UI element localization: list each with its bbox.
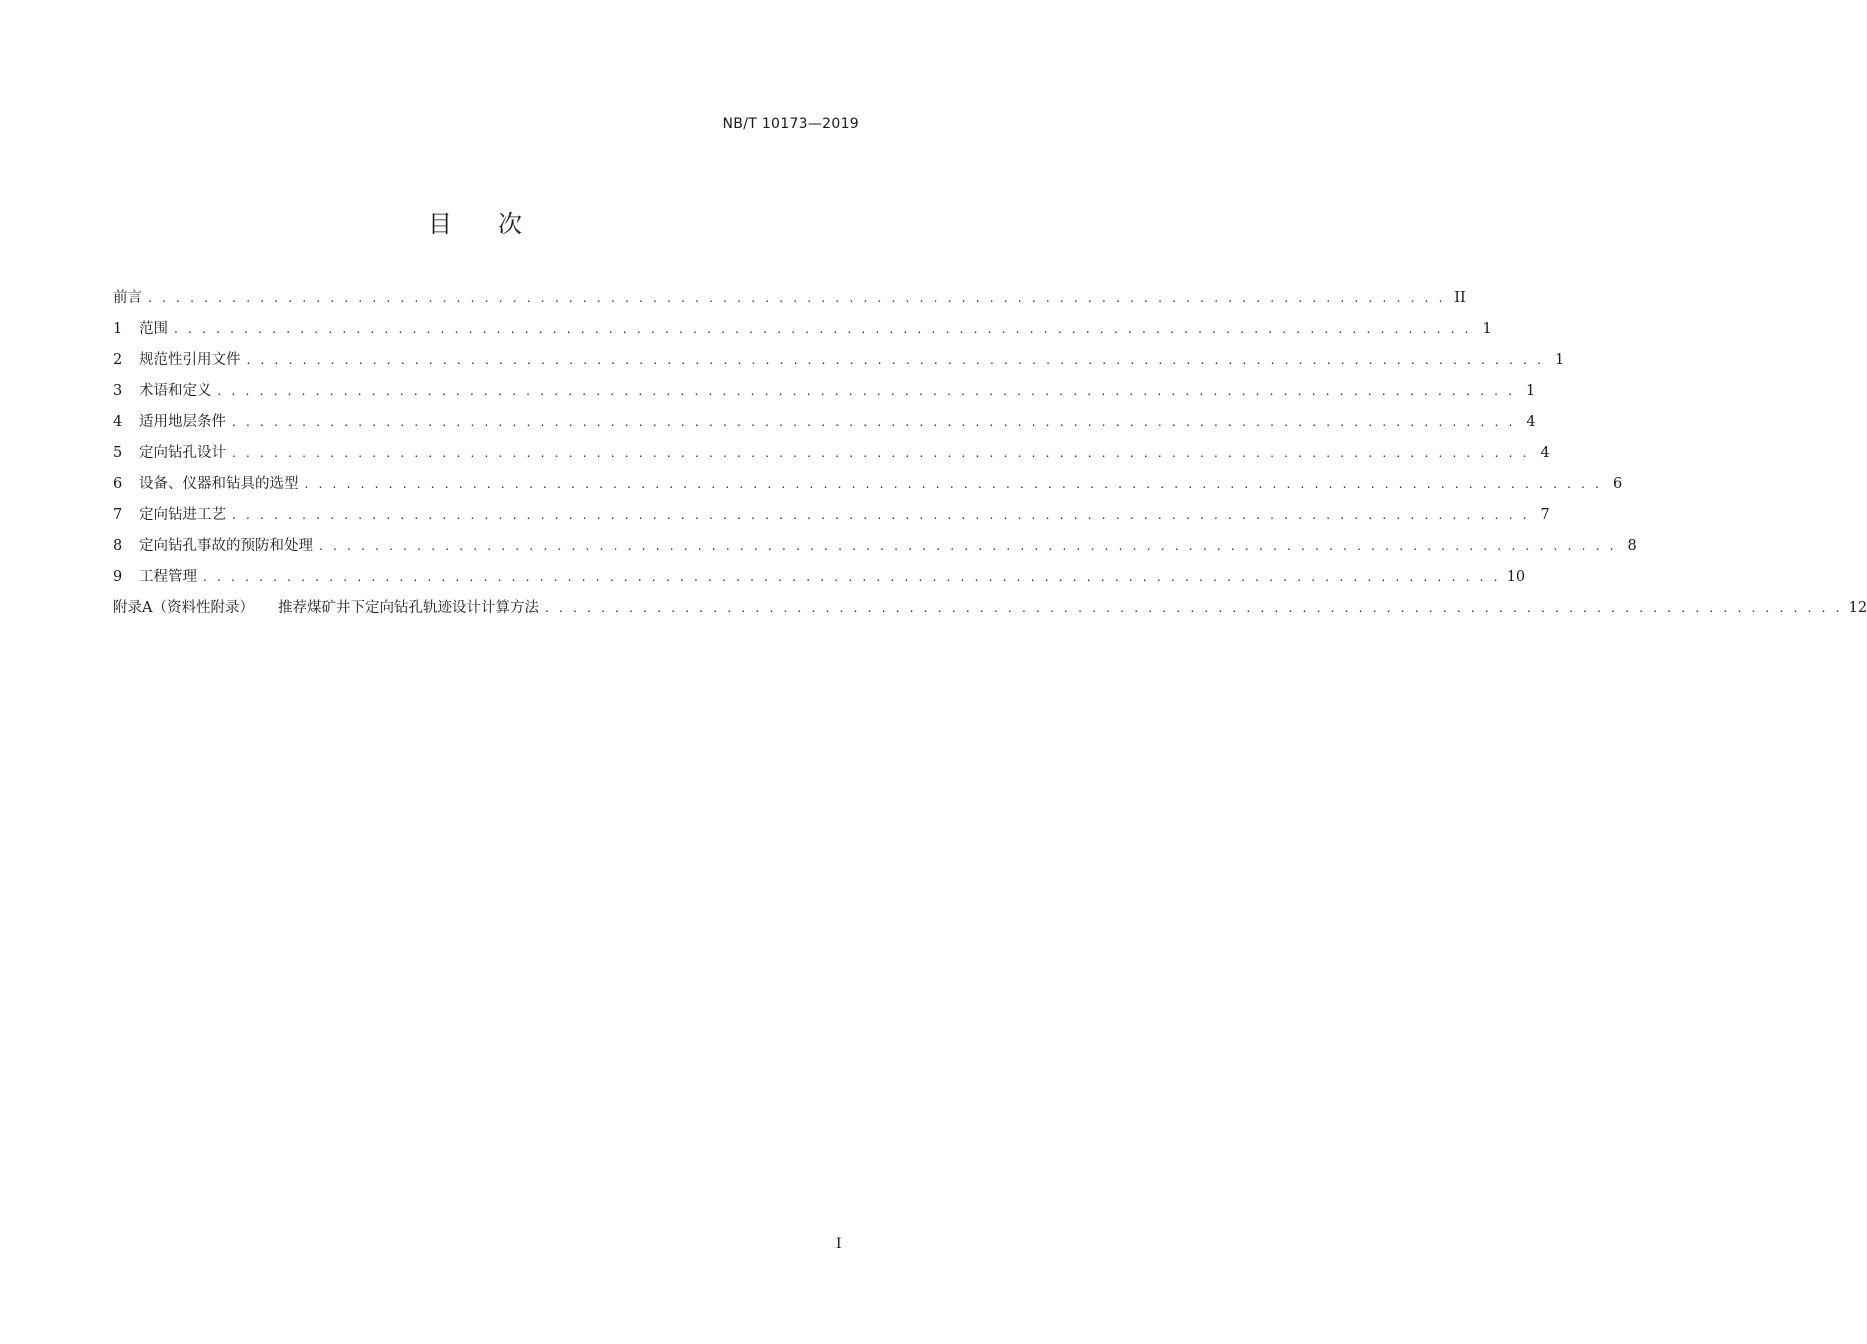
toc-leader-dots: . . . . . . . . . . . . . . . . . . . . . . . . . . . . . . . . . . . . . . . . . . . . . . . . . . . . . . . . . . . . . . . . . . . . . . . . . . . . . . . . . . . . . . . . . . . . . bbox=[232, 508, 1530, 522]
toc-entry-7[interactable] bbox=[113, 502, 1550, 533]
toc-entry-label: 设备、仪器和钻具的选型 bbox=[139, 476, 299, 492]
toc-list bbox=[113, 285, 1867, 626]
toc-entry-page: 6 bbox=[1612, 476, 1623, 492]
toc-entry-8[interactable] bbox=[113, 533, 1637, 564]
standard-code: NB/T 10173—2019 bbox=[722, 116, 859, 132]
toc-entry-number: 4 bbox=[113, 414, 123, 430]
toc-entry-4[interactable] bbox=[113, 409, 1536, 440]
toc-leader-dots: . . . . . . . . . . . . . . . . . . . . . . . . . . . . . . . . . . . . . . . . . . . . . . . . . . . . . . . . . . . . . . . . . . . . . . . . . . . . . . . . . . . . . . . . . . . . . bbox=[203, 570, 1501, 584]
toc-entry-page: 1 bbox=[1554, 352, 1565, 368]
toc-entry-page: 4 bbox=[1540, 445, 1550, 461]
toc-entry-number: 9 bbox=[113, 569, 123, 585]
toc-leader-dots: . . . . . . . . . . . . . . . . . . . . . . . . . . . . . . . . . . . . . . . . . . . . . . . . . . . . . . . . . . . . . . . . . . . . . . . . . . . . . . . . . . . . . . . . . . . . . bbox=[246, 353, 1545, 367]
toc-entry-1[interactable] bbox=[113, 316, 1492, 347]
toc-entry-number: 7 bbox=[113, 507, 123, 523]
toc-entry-label: 术语和定义 bbox=[139, 383, 212, 399]
toc-entry-label: 定向钻进工艺 bbox=[139, 507, 226, 523]
page-number: I bbox=[836, 1236, 842, 1252]
toc-entry-label: 定向钻孔事故的预防和处理 bbox=[139, 538, 313, 554]
toc-entry-label: 定向钻孔设计 bbox=[139, 445, 226, 461]
toc-entry-number: 5 bbox=[113, 445, 123, 461]
toc-leader-dots: . . . . . . . . . . . . . . . . . . . . . . . . . . . . . . . . . . . . . . . . . . . . . . . . . . . . . . . . . . . . . . . . . . . . . . . . . . . . . . . . . . . . . . . . . . . . . bbox=[319, 539, 1617, 553]
toc-entry-label bbox=[113, 595, 539, 621]
toc-entry-page: II bbox=[1454, 290, 1466, 306]
toc-entry-label: 工程管理 bbox=[139, 569, 197, 585]
toc-entry-3[interactable] bbox=[113, 378, 1536, 409]
toc-leader-dots: . . . . . . . . . . . . . . . . . . . . . . . . . . . . . . . . . . . . . . . . . . . . . . . . . . . . . . . . . . . . . . . . . . . . . . . . . . . . . . . . . . . . . . . . . . . . . bbox=[217, 384, 1516, 398]
toc-entry-page: 8 bbox=[1627, 538, 1637, 554]
toc-entry-page: 12 bbox=[1848, 600, 1867, 616]
toc-entry-appendix-a[interactable] bbox=[113, 595, 1867, 626]
toc-entry-5[interactable] bbox=[113, 440, 1550, 471]
toc-entry-number: 8 bbox=[113, 538, 123, 554]
toc-entry-label: 前言 bbox=[113, 290, 142, 306]
toc-leader-dots: . . . . . . . . . . . . . . . . . . . . . . . . . . . . . . . . . . . . . . . . . . . . . . . . . . . . . . . . . . . . . . . . . . . . . . . . . . . . . . . . . . . . . . . . . . . . bbox=[232, 415, 1516, 429]
toc-entry-page: 10 bbox=[1506, 569, 1526, 585]
toc-entry-label: 范围 bbox=[139, 321, 168, 337]
toc-entry-label: 规范性引用文件 bbox=[139, 352, 241, 368]
toc-leader-dots: . . . . . . . . . . . . . . . . . . . . . . . . . . . . . . . . . . . . . . . . . . . . . . . . . . . . . . . . . . . . . . . . . . . . . . . . . . . . . . . . . . . . . . . . . . . . . bbox=[174, 322, 1472, 336]
toc-title: 目次 bbox=[428, 210, 568, 238]
toc-entry-9[interactable] bbox=[113, 564, 1526, 595]
toc-entry-preface[interactable] bbox=[113, 285, 1466, 316]
toc-entry-number: 6 bbox=[113, 476, 123, 492]
toc-leader-dots: . . . . . . . . . . . . . . . . . . . . . . . . . . . . . . . . . . . . . . . . . . . . . . . . . . . . . . . . . . . . . . . . . . . . . . . . . . . . . . . . . . . . . . . . . . . . . bbox=[232, 446, 1530, 460]
toc-leader-dots: . . . . . . . . . . . . . . . . . . . . . . . . . . . . . . . . . . . . . . . . . . . . . . . . . . . . . . . . . . . . . . . . . . . . . . . . . . . . . . . . . . . . . . . . . . . . . bbox=[544, 601, 1843, 615]
toc-entry-page: 4 bbox=[1526, 414, 1536, 430]
appendix-title: 推荐煤矿井下定向钻孔轨迹设计计算方法 bbox=[277, 600, 539, 616]
toc-entry-number: 2 bbox=[113, 352, 123, 368]
toc-entry-2[interactable] bbox=[113, 347, 1565, 378]
toc-entry-page: 1 bbox=[1482, 321, 1492, 337]
toc-entry-6[interactable] bbox=[113, 471, 1623, 502]
toc-entry-label: 适用地层条件 bbox=[139, 414, 226, 430]
toc-entry-number: 1 bbox=[113, 321, 123, 337]
appendix-label: 附录A（资料性附录） bbox=[113, 600, 254, 616]
toc-entry-number: 3 bbox=[113, 383, 123, 399]
toc-leader-dots: . . . . . . . . . . . . . . . . . . . . . . . . . . . . . . . . . . . . . . . . . . . . . . . . . . . . . . . . . . . . . . . . . . . . . . . . . . . . . . . . . . . . . . . . . . . . . bbox=[148, 291, 1446, 305]
toc-entry-page: 1 bbox=[1525, 383, 1536, 399]
toc-leader-dots: . . . . . . . . . . . . . . . . . . . . . . . . . . . . . . . . . . . . . . . . . . . . . . . . . . . . . . . . . . . . . . . . . . . . . . . . . . . . . . . . . . . . . . . . . . . . . bbox=[304, 477, 1603, 491]
toc-entry-page: 7 bbox=[1540, 507, 1550, 523]
